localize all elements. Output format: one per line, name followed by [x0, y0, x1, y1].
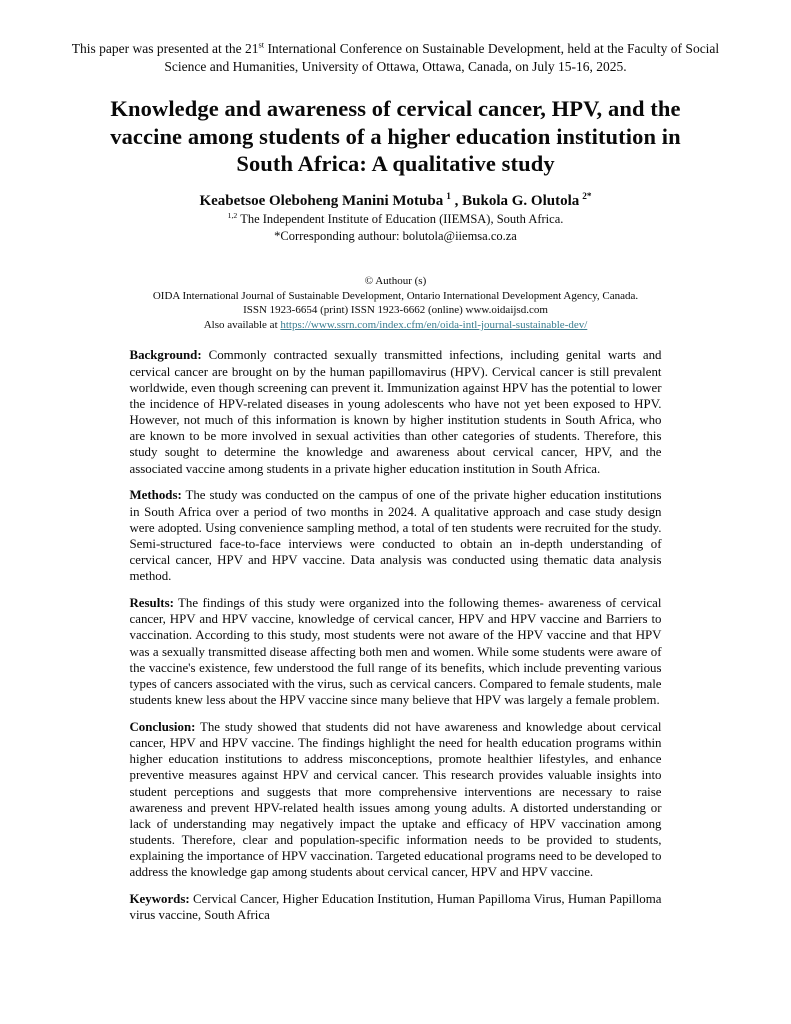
- authors-line: [0, 193, 791, 210]
- availability-prefix: Also available at: [203, 318, 281, 331]
- author-1-name: Keabetsoe Oleboheng Manini Motuba: [199, 192, 444, 209]
- background-text: Commonly contracted sexually transmitted infections, including genital warts and cervical cancer are brought on by the human papillomavirus (HPV). Cervical cancer is still prevalent worldwide, even though screening can prevent it. Immunization against HPV has the potential to lower the incidence of HPV-related diseases in young adolescents who have not yet been exposed to HPV. However, not much of this information is known by higher institution students in South Africa, who are known to be more involved in sexual activities than other categories of students. Therefore, this study sought to determine the knowledge and awareness about cervical cancer, HPV, and the associated vaccine among students in a private higher education institution in South Africa.: [129, 348, 662, 476]
- background-label: Background:: [129, 348, 202, 363]
- affiliation-text: The Independent Institute of Education (IIEMSA), South Africa.: [237, 211, 564, 226]
- issn-line: ISSN 1923-6654 (print) ISSN 1923-6662 (online) www.oidaijsd.com: [243, 304, 548, 317]
- copyright-block: [0, 274, 791, 332]
- keywords-text: Cervical Cancer, Higher Education Institution, Human Papilloma Virus, Human Papilloma virus vaccine, South Africa: [129, 892, 662, 923]
- methods-paragraph: [130, 487, 662, 584]
- abstract-body: [130, 347, 662, 923]
- affiliation-line: [0, 211, 791, 227]
- paper-title: Knowledge and awareness of cervical cancer, HPV, and the vaccine among students of a higher education institution in South Africa: A qualitative study: [110, 96, 681, 177]
- background-paragraph: [130, 347, 662, 477]
- conclusion-paragraph: [130, 719, 662, 881]
- results-paragraph: [130, 595, 662, 708]
- keywords-label: Keywords:: [129, 892, 190, 907]
- author-1-affiliation-sup: 1: [446, 191, 451, 202]
- availability-line: [0, 318, 791, 333]
- journal-name-line: OIDA International Journal of Sustainable Development, Ontario International Development Agency, Canada.: [152, 289, 639, 302]
- author-separator: ,: [450, 192, 463, 209]
- ssrn-journal-link[interactable]: https://www.ssrn.com/index.cfm/en/oida-intl-journal-sustainable-dev/: [280, 318, 588, 331]
- author-2-affiliation-sup: 2*: [582, 191, 592, 202]
- keywords-paragraph: [130, 891, 662, 923]
- results-label: Results:: [129, 595, 174, 610]
- affiliation-sup: 1,2: [227, 210, 238, 220]
- author-2-name: Bukola G. Olutola: [462, 192, 580, 209]
- copyright-author-line: © Authour (s): [364, 275, 427, 288]
- methods-label: Methods:: [129, 488, 182, 503]
- conclusion-label: Conclusion:: [129, 719, 196, 734]
- conference-note-rest: International Conference on Sustainable Development, held at the Faculty of Social Science and Humanities, University of Ottawa, Ottawa, Canada, on July 15-16, 2025.: [164, 41, 720, 75]
- conference-note-pre: This paper was presented at the 21: [71, 41, 259, 56]
- results-text: The findings of this study were organized into the following themes- awareness of cervical cancer, HPV and HPV vaccine, knowledge of cervical cancer, HPV and HPV vaccine and Barriers to vaccination. According to this study, most students were not aware of the HPV vaccine and that HPV was a sexually transmitted disease affecting both men and women. While some students were aware of the vaccine's existence, few understood the full range of its benefits, which include preventing various types of cancers associated with the virus, such as cervical cancers. Compared to female students, male students knew less about the HPV vaccine since many believe that HPV was largely a female problem.: [129, 595, 662, 708]
- methods-text: The study was conducted on the campus of one of the private higher education institutions in South Africa over a period of two months in 2024. A qualitative approach and case study design were adopted. Using convenience sampling method, a total of ten students were recruited for the study. Semi-structured face-to-face interviews were conducted to obtain an in-depth understanding of cervical cancer, HPV and HPV vaccine. Data analysis was conducted using thematic data analysis method.: [129, 488, 662, 584]
- conclusion-text: The study showed that students did not have awareness and knowledge about cervical cancer, HPV and HPV vaccine. The findings highlight the need for health education programs within higher education institutions to address misconceptions, promote healthier lifestyles, and enhance preventive measures against HPV and cervical cancer. This research provides valuable insights into student perceptions and suggests that more comprehensive interventions are necessary to raise awareness and prevent HPV-related health issues among young adults. A distorted understanding or lack of understanding may negatively impact the uptake and efficacy of HPV vaccination among students. Therefore, clear and population-specific information needs to be provided to students, explaining the importance of HPV vaccination. Targeted educational programs need to be developed to address the knowledge gap among students about cervical cancer, HPV and HPV vaccine.: [129, 719, 662, 880]
- conference-note: [72, 40, 720, 76]
- conference-ordinal-sup: st: [258, 40, 265, 50]
- corresponding-author-line: *Corresponding authour: bolutola@iiemsa.co.za: [274, 229, 517, 243]
